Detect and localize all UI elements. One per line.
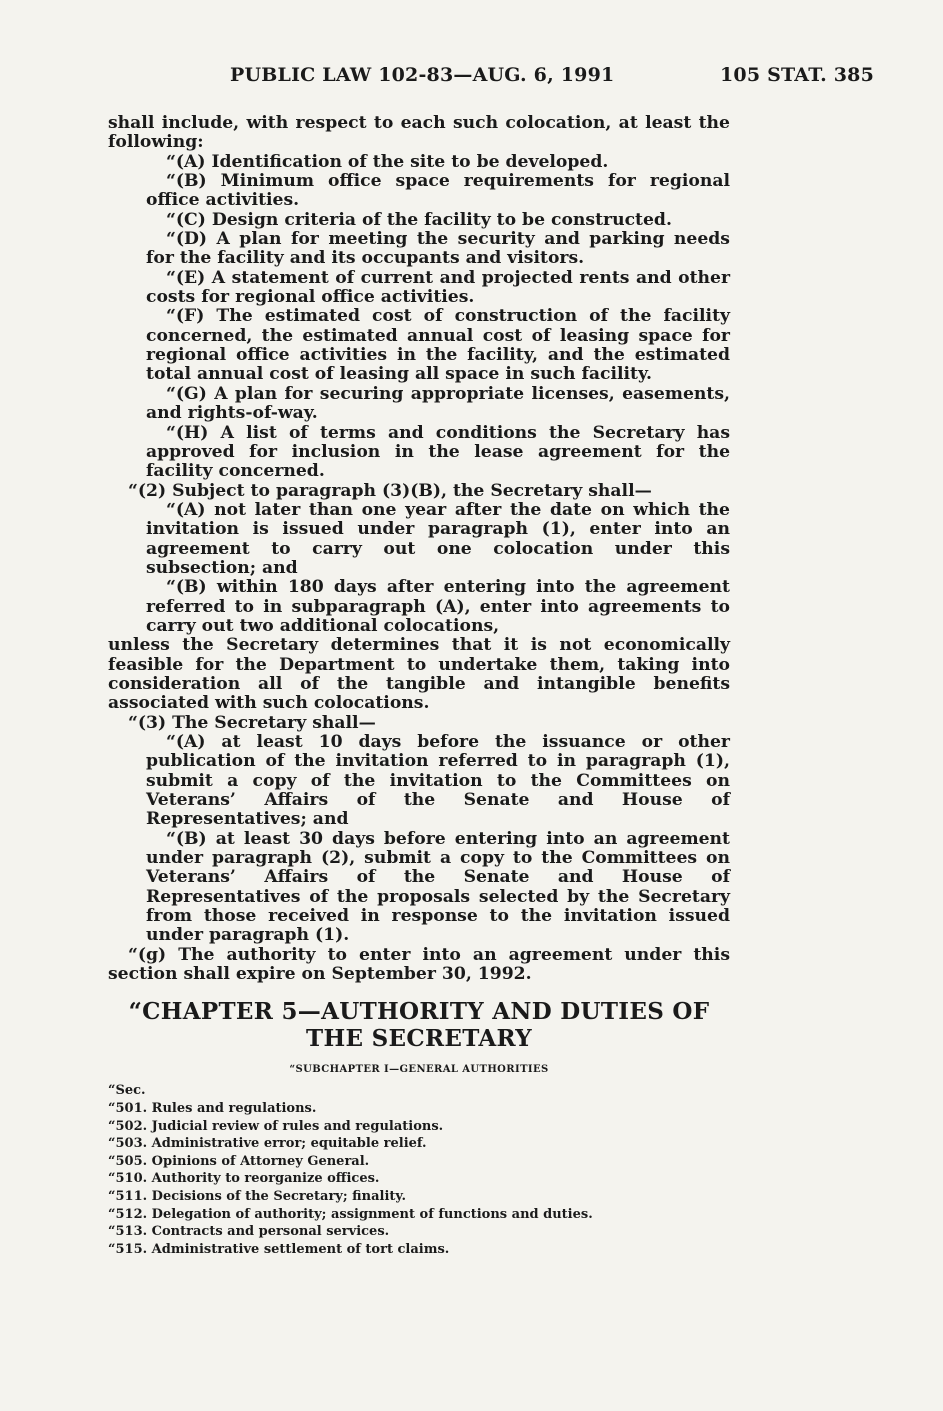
running-header	[108, 64, 874, 94]
toc-entry: “511. Decisions of the Secretary; finality.	[108, 1189, 406, 1205]
para2-item-a: “(A) not later than one year after the date on which the invitation is issued under paragraph (1), enter into an agreement to carry out one colocation under this subsection; and	[146, 499, 730, 578]
toc-entry: “505. Opinions of Attorney General.	[108, 1153, 370, 1169]
subchapter-heading: “SUBCHAPTER I—GENERAL AUTHORITIES	[289, 1064, 549, 1076]
toc-entry: “503. Administrative error; equitable relief.	[108, 1136, 427, 1152]
section-label: “Sec.	[108, 1083, 146, 1099]
unless-clause: unless the Secretary determines that it is not economically feasible for the Department to undertake them, taking into consideration all of the tangible and intangible benefits associated with such colocations.	[108, 635, 730, 714]
subsection-g: “(g) The authority to enter into an agreement under this section shall expire on September 30, 1992.	[108, 944, 730, 985]
section-list	[108, 1082, 730, 1258]
toc-entry: “512. Delegation of authority; assignment of functions and duties.	[108, 1206, 593, 1222]
item-h: “(H) A list of terms and conditions the Secretary has approved for inclusion in the lease agreement for the facility concerned.	[146, 422, 730, 482]
header-page-number: 105 STAT. 385	[720, 64, 874, 86]
toc-entry: “513. Contracts and personal services.	[108, 1224, 390, 1240]
body-text	[108, 114, 730, 1258]
header-title: PUBLIC LAW 102-83—AUG. 6, 1991	[230, 64, 615, 86]
item-g: “(G) A plan for securing appropriate licenses, easements, and rights-of-way.	[146, 383, 730, 424]
paragraph-2: “(2) Subject to paragraph (3)(B), the Secretary shall—	[128, 480, 652, 501]
intro-paragraph: shall include, with respect to each such colocation, at least the following:	[108, 113, 730, 153]
paragraph-3: “(3) The Secretary shall—	[128, 712, 376, 733]
toc-entry: “510. Authority to reorganize offices.	[108, 1171, 380, 1187]
toc-entry: “515. Administrative settlement of tort claims.	[108, 1241, 450, 1257]
toc-entry: “502. Judicial review of rules and regulations.	[108, 1118, 444, 1134]
para3-item-a: “(A) at least 10 days before the issuance or other publication of the invitation referred to in paragraph (1), submit a copy of the invitation to the Committees on Veterans’ Affairs of the Senate and House of Representatives; and	[146, 732, 730, 830]
item-e: “(E) A statement of current and projected rents and other costs for regional office activities.	[146, 267, 730, 308]
para3-item-b: “(B) at least 30 days before entering into an agreement under paragraph (2), submit a copy to the Committees on Veterans’ Affairs of the Senate and House of Representatives of the proposals selected by the Secretary from those received in response to the invitation issued under paragraph (1).	[146, 828, 730, 946]
item-c: “(C) Design criteria of the facility to be constructed.	[166, 209, 672, 230]
chapter-heading: “CHAPTER 5—AUTHORITY AND DUTIES OF THE SECRETARY	[128, 998, 710, 1053]
item-a: “(A) Identification of the site to be developed.	[166, 151, 609, 172]
item-b: “(B) Minimum office space requirements for regional office activities.	[146, 171, 730, 211]
para2-item-b: “(B) within 180 days after entering into the agreement referred to in subparagraph (A), enter into agreements to carry out two additional colocations,	[146, 577, 730, 636]
item-d: “(D) A plan for meeting the security and parking needs for the facility and its occupants and visitors.	[146, 229, 730, 269]
item-f: “(F) The estimated cost of construction of the facility concerned, the estimated annual cost of leasing space for regional office activities in the facility, and the estimated total annual cost of leasing all space in such facility.	[146, 306, 730, 385]
toc-entry: “501. Rules and regulations.	[108, 1101, 317, 1117]
